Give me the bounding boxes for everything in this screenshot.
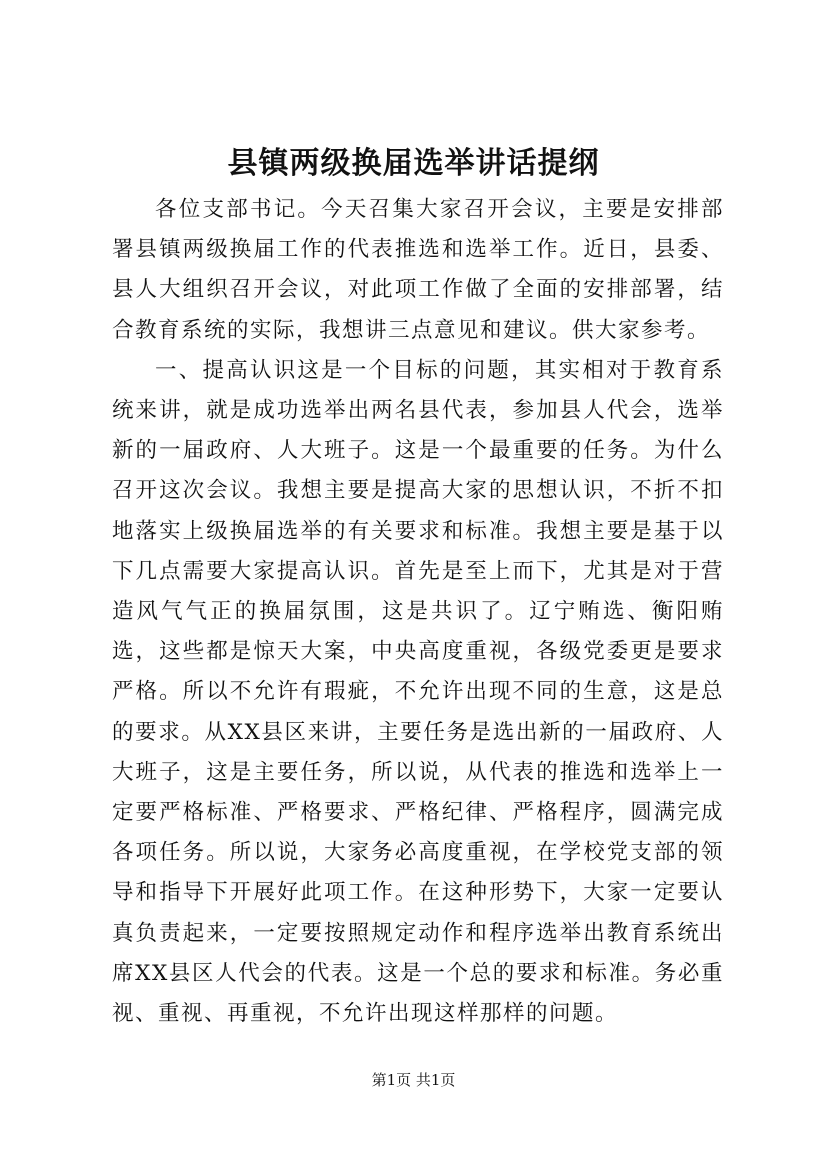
document-title: 县镇两级换届选举讲话提纲: [227, 146, 600, 181]
page-footer: 第1页 共1页: [371, 1071, 456, 1089]
paragraph-section-one: 一、提高认识这是一个目标的问题，其实相对于教育系统来讲，就是成功选举出两名县代表，参加县人代会，选举新的一届政府、人大班子。这是一个最重要的任务。为什么召开这次会议。我想主要是提高大家的思想认识，不折不扣地落实上级换届选举的有关要求和标准。我想主要是基于以下几点需要大家提高认识。首先是至上而下，尤其是对于营造风气气正的换届氛围，这是共识了。辽宁贿选、衡阳贿选，这些都是惊天大案，中央高度重视，各级党委更是要求严格。所以不允许有瑕疵，不允许出现不同的生意，这是总的要求。从XX县区来讲，主要任务是选出新的一届政府、人大班子，这是主要任务，所以说，从代表的推选和选举上一定要严格标准、严格要求、严格纪律、严格程序，圆满完成各项任务。所以说，大家务必高度重视，在学校党支部的领导和指导下开展好此项工作。在这种形势下，大家一定要认真负责起来，一定要按照规定动作和程序选举出教育系统出席XX县区人代会的代表。这是一个总的要求和标准。务必重视、重视、再重视，不允许出现这样那样的问题。: [112, 357, 724, 1027]
paragraph-intro: 各位支部书记。今天召集大家召开会议，主要是安排部署县镇两级换届工作的代表推选和选举工作。近日，县委、县人大组织召开会议，对此项工作做了全面的安排部署，结合教育系统的实际，我想讲三点意见和建议。供大家参考。: [112, 197, 724, 343]
document-body: [112, 190, 724, 1034]
